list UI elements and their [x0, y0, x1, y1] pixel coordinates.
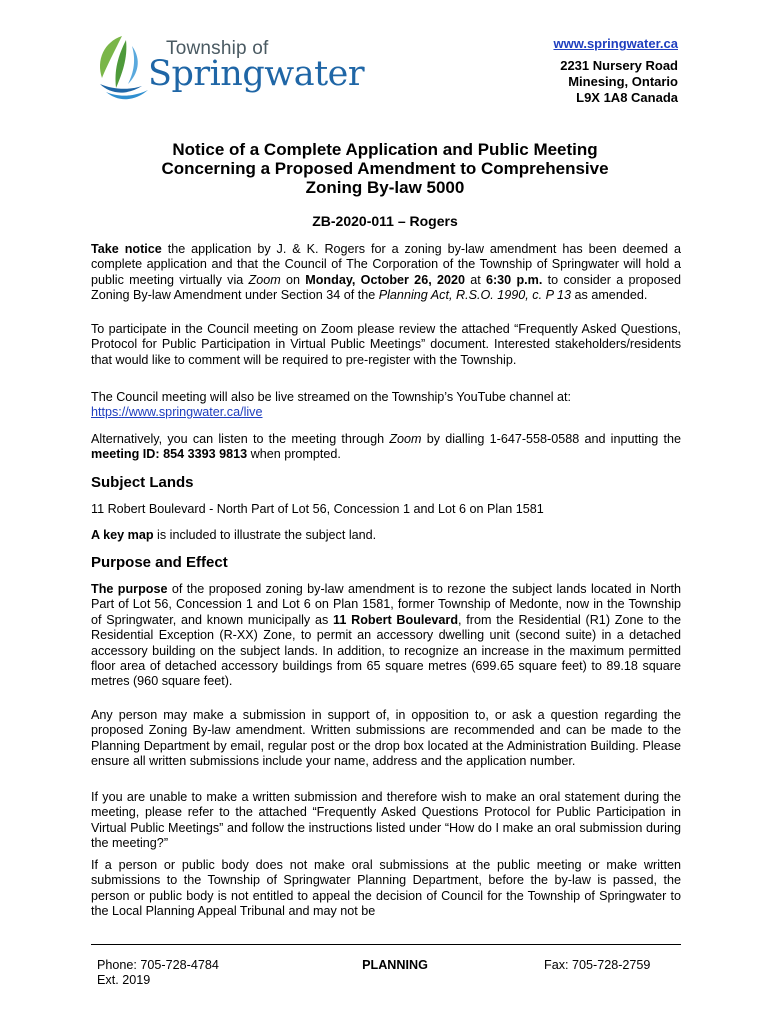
address-line: L9X 1A8 Canada [576, 90, 678, 105]
text-run: by dialling 1-647-558-0588 and inputting the [421, 432, 681, 446]
footer-department: PLANNING [362, 958, 428, 972]
text-run: to consider a proposed Zoning By-law Amendment under Section 34 of the [91, 272, 681, 303]
key-map-lead: A key map [91, 528, 154, 542]
oral-submission-paragraph: If you are unable to make a written submission and therefore wish to make an oral statement during the meeting, please refer to the attached “Frequently Asked Questions Protocol for Public Participation in Virtual Public Meetings” and follow the instructions listed under “How do I make an oral submission during the meeting?” [91, 790, 681, 851]
livestream-text: The Council meeting will also be live streamed on the Township’s YouTube channel at: [91, 390, 572, 404]
key-map-note [91, 528, 681, 543]
livestream-link[interactable]: https://www.springwater.ca/live [91, 405, 263, 420]
text-run: Alternatively, you can listen to the meeting through [91, 432, 390, 446]
municipal-address: 11 Robert Boulevard [333, 612, 459, 627]
file-number: ZB-2020-011 – Rogers [312, 213, 458, 229]
text-run: Zoom [248, 272, 281, 287]
phone-number: Phone: 705-728-4784 [97, 958, 219, 972]
purpose-paragraph [91, 582, 681, 690]
planning-act: Planning Act, R.S.O. 1990, c. P 13 [378, 288, 572, 303]
text-run: as amended. [571, 288, 648, 303]
title-line: Concerning a Proposed Amendment to Comprehensive [161, 159, 609, 178]
text-run: at [464, 272, 486, 287]
logo-springwater-text: Springwater [148, 54, 365, 94]
leaf-swirl-icon [92, 32, 152, 106]
notice-title [90, 140, 680, 197]
meeting-id: meeting ID: 854 3393 9813 [91, 447, 248, 462]
dial-in-paragraph [91, 432, 681, 463]
livestream-paragraph [91, 390, 681, 421]
purpose-lead: The purpose [91, 582, 168, 596]
subject-lands-address: 11 Robert Boulevard - North Part of Lot 56, Concession 1 and Lot 6 on Plan 1581 [91, 502, 544, 516]
footer-phone [97, 958, 219, 988]
meeting-time: 6:30 p.m. [485, 272, 543, 287]
text-run: when prompted. [247, 447, 341, 462]
take-notice-lead: Take notice [91, 242, 162, 256]
subject-lands-heading: Subject Lands [91, 474, 194, 491]
footer-divider [91, 944, 681, 945]
text-run: of the proposed zoning by-law amendment is to rezone the subject lands located in North Part of Lot 56, Concession 1 and Lot 6 on Plan 1581, former Township of Medonte, now in the Township of Springwater, and known municipally as [91, 582, 681, 627]
text-run: , from the Residential (R1) Zone to the Residential Exception (R-XX) Zone, to permit an accessory dwelling unit (second suite) in a detached accessory building on the subject lands. In addition, to recognize an increase in the maximum permitted floor area of detached accessory buildings from 65 square metres (699.65 square feet) to 89.18 square metres (960 square feet). [91, 612, 681, 689]
footer-fax: Fax: 705-728-2759 [544, 958, 651, 972]
purpose-heading: Purpose and Effect [91, 554, 228, 571]
submission-paragraph: Any person may make a submission in support of, in opposition to, or ask a question regarding the proposed Zoning By-law amendment. Written submissions are recommended and can be made to the Planning Department by email, regular post or the drop box located at the Administration Building. Please ensure all written submissions include your name, address and the application number. [91, 708, 681, 769]
springwater-logo [92, 32, 365, 108]
text-run: the application by J. & K. Rogers for a zoning by-law amendment has been deemed a complete application and that the Council of The Corporation of the Township of Springwater will hold a public meeting virtually via [91, 242, 681, 287]
website-link[interactable]: www.springwater.ca [553, 36, 678, 51]
text-run: is included to illustrate the subject land. [153, 528, 377, 542]
phone-extension: Ext. 2019 [97, 973, 151, 987]
title-line: Notice of a Complete Application and Public Meeting [172, 140, 598, 159]
address-block [553, 36, 678, 106]
address-line: Minesing, Ontario [568, 74, 678, 89]
take-notice-paragraph [91, 242, 681, 304]
appeal-paragraph: If a person or public body does not make oral submissions at the public meeting or make written submissions to the Township of Springwater Planning Department, before the by-law is passed, the person or public body is not entitled to appeal the decision of Council for the Township of Springwater to the Local Planning Appeal Tribunal and may not be [91, 858, 681, 919]
text-run: on [280, 272, 306, 287]
logo-township-text: Township of [166, 38, 269, 59]
address-line: 2231 Nursery Road [560, 58, 678, 73]
meeting-date: Monday, October 26, 2020 [305, 272, 465, 287]
title-line: Zoning By-law 5000 [305, 178, 465, 197]
participation-paragraph: To participate in the Council meeting on Zoom please review the attached “Frequently Asked Questions, Protocol for Public Participation in Virtual Public Meetings” document. Interested stakeholders/residents that would like to comment will be required to pre-register with the Township. [91, 322, 681, 367]
text-run: Zoom [389, 432, 422, 446]
